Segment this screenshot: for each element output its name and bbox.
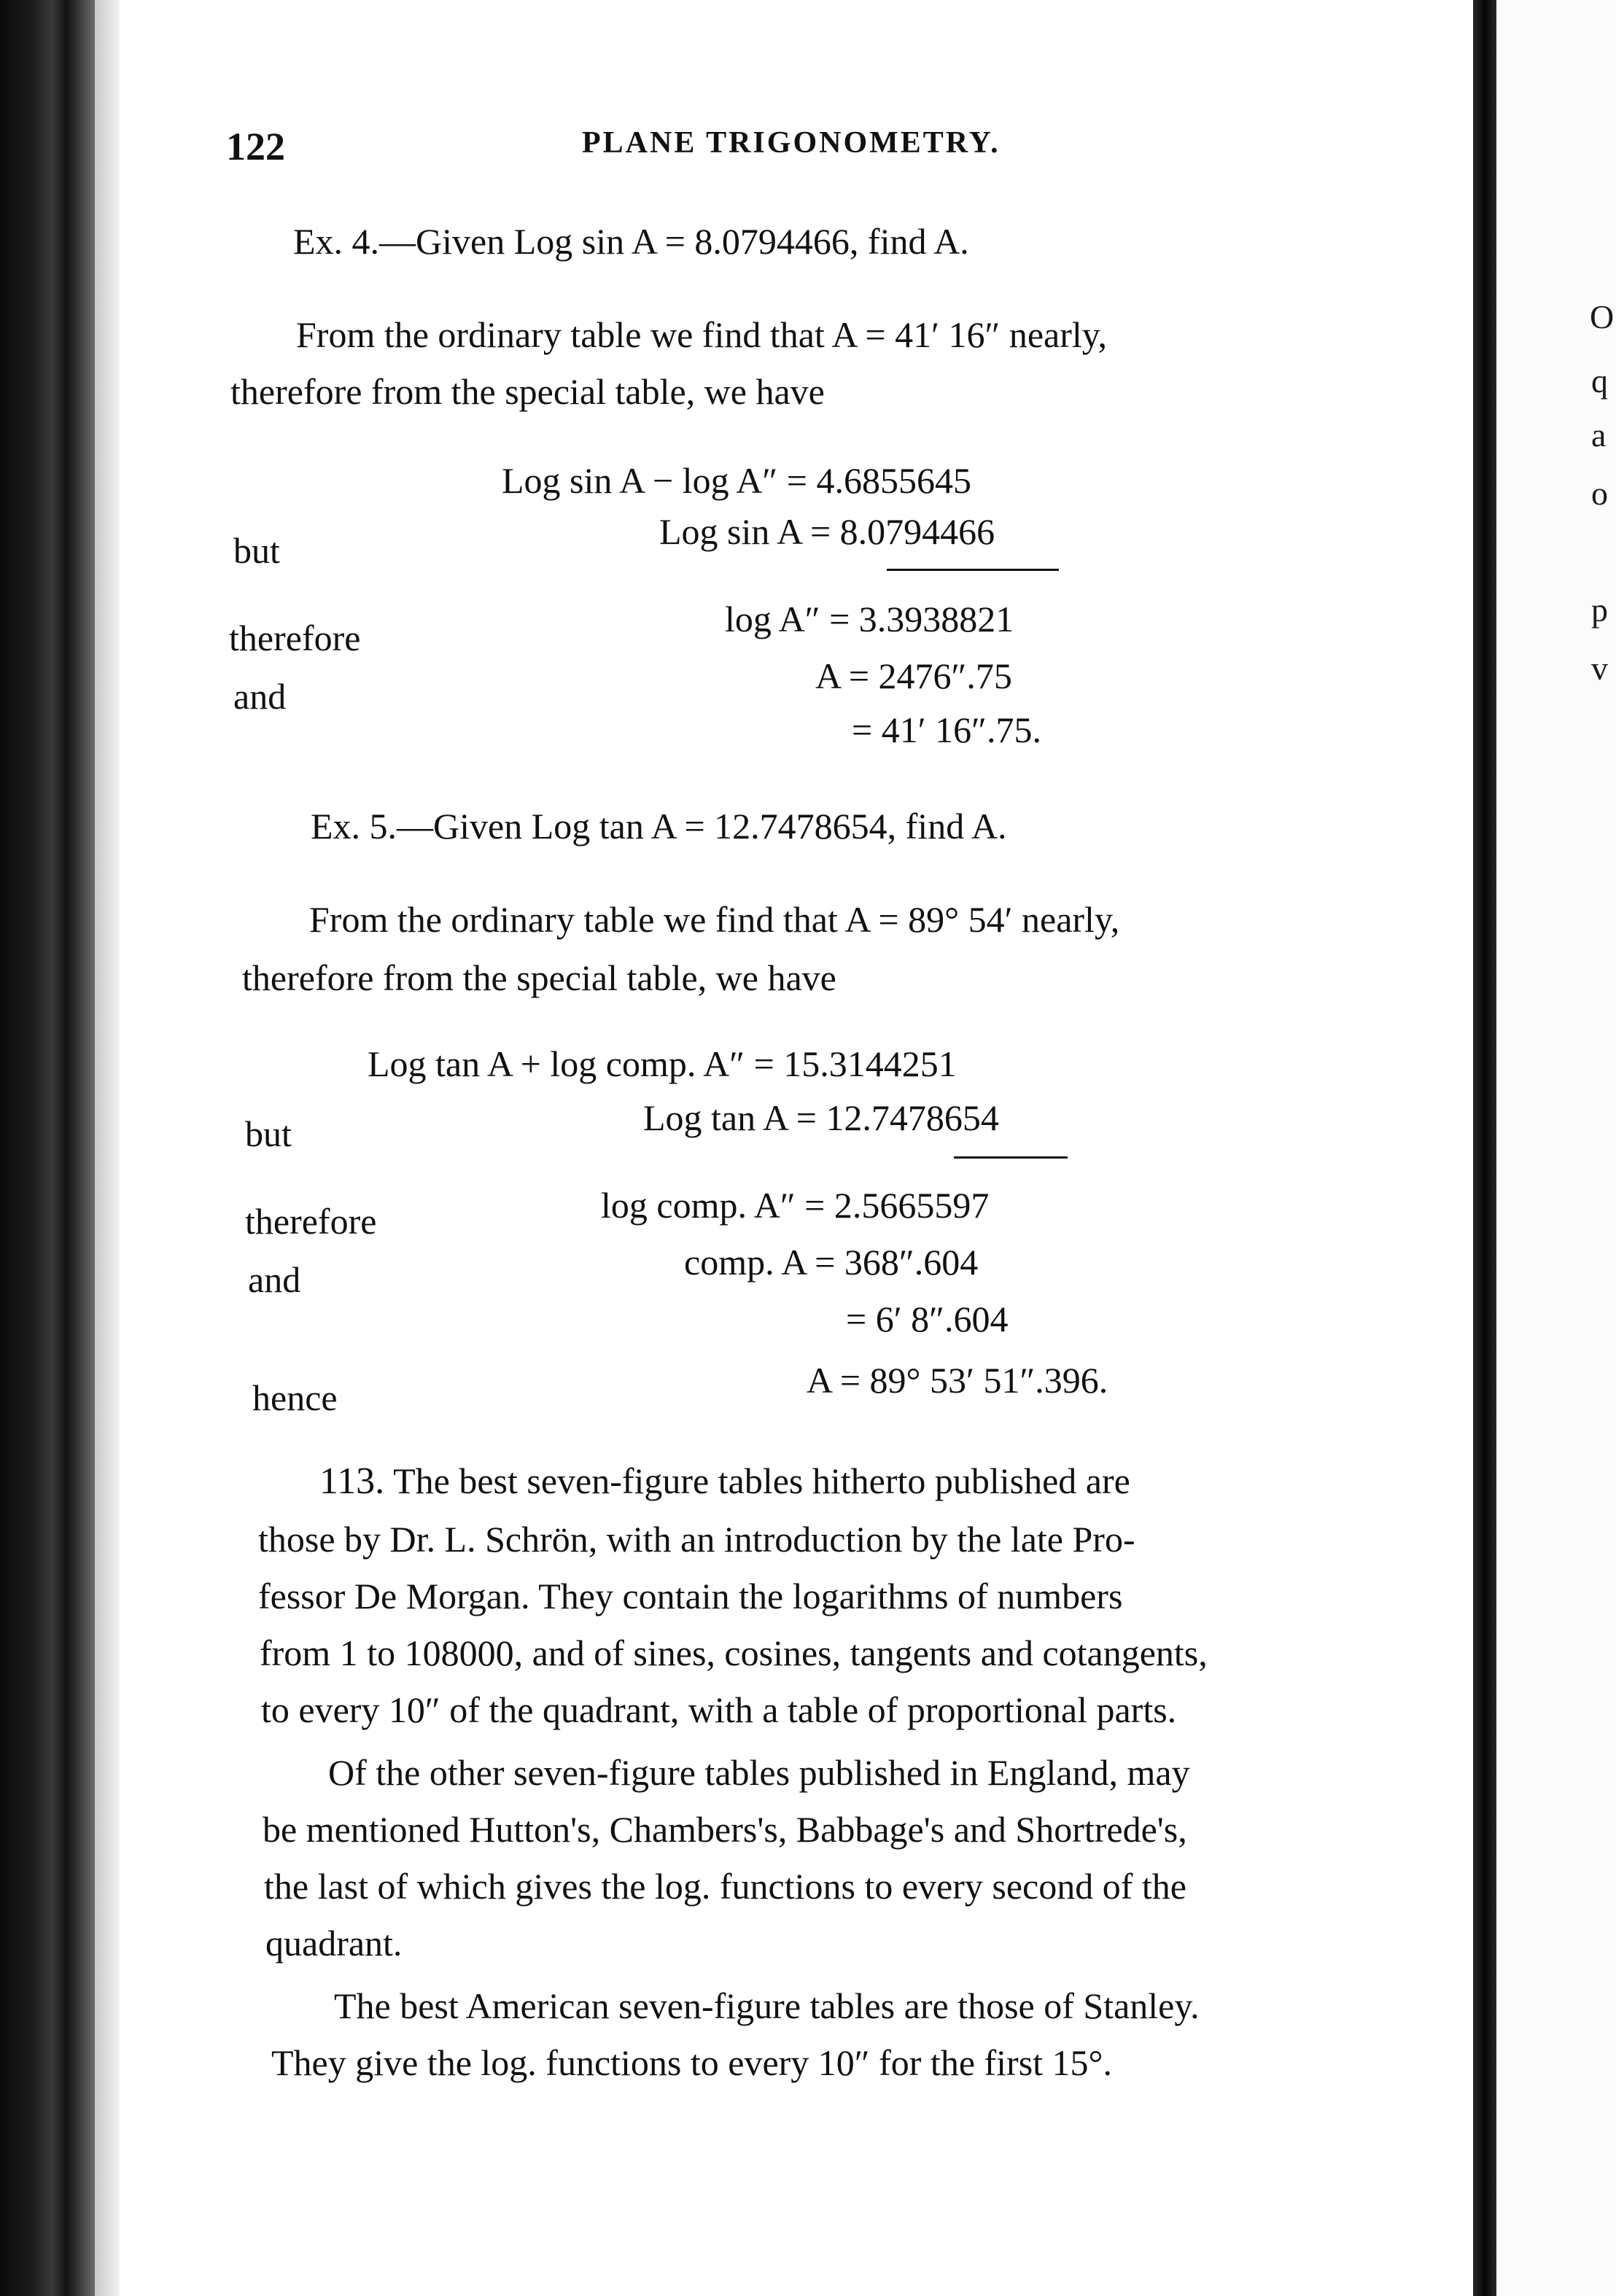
- ex4-eq2: Log sin A = 8.0794466: [659, 511, 995, 552]
- ex4-sum-rule: [887, 569, 1059, 571]
- ex4-label-but: but: [233, 530, 280, 571]
- ex4-label-and: and: [233, 676, 287, 717]
- ex5-eq6: A = 89° 53′ 51″.396.: [807, 1360, 1108, 1401]
- ex4-line2: therefore from the special table, we have: [230, 371, 825, 412]
- para3-line: They give the log. functions to every 10″ for the first 15°.: [271, 2042, 1113, 2083]
- ex4-eq5: = 41′ 16″.75.: [852, 709, 1041, 750]
- para1-line: those by Dr. L. Schrön, with an introduction by the late Pro-: [258, 1519, 1135, 1560]
- ex5-label-hence: hence: [252, 1377, 338, 1418]
- book-page: [120, 0, 1473, 2296]
- ex5-heading: Ex. 5.—Given Log tan A = 12.7478654, find A.: [311, 806, 1007, 847]
- para2-line: Of the other seven-figure tables published in England, may: [328, 1752, 1190, 1793]
- para1-line: fessor De Morgan. They contain the logarithms of numbers: [258, 1576, 1123, 1616]
- section-number: 113.: [319, 1460, 385, 1502]
- ex4-eq1: Log sin A − log A″ = 4.6855645: [502, 460, 971, 501]
- para3-line: The best American seven-figure tables are those of Stanley.: [334, 1985, 1200, 2026]
- para2-line: be mentioned Hutton's, Chambers's, Babbage's and Shortrede's,: [263, 1809, 1187, 1850]
- ex5-eq1: Log tan A + log comp. A″ = 15.3144251: [368, 1043, 957, 1084]
- ex5-eq5: = 6′ 8″.604: [846, 1299, 1009, 1339]
- section-113-line-1: [319, 1460, 1130, 1503]
- adjacent-fragment: a: [1591, 416, 1607, 454]
- ex5-label-therefore: therefore: [245, 1201, 377, 1242]
- ex5-eq2: Log tan A = 12.7478654: [643, 1097, 999, 1138]
- ex5-label-but: but: [245, 1113, 292, 1154]
- para1-line: The best seven-figure tables hitherto published are: [393, 1460, 1130, 1501]
- running-title: PLANE TRIGONOMETRY.: [582, 126, 1001, 160]
- right-binding-gutter: [1473, 0, 1496, 2296]
- adjacent-page-strip: [1496, 0, 1616, 2296]
- ex4-line1: From the ordinary table we find that A = 41′ 16″ nearly,: [296, 314, 1108, 355]
- adjacent-fragment: O: [1590, 298, 1615, 335]
- para1-line: from 1 to 108000, and of sines, cosines, tangents and cotangents,: [260, 1633, 1208, 1673]
- book-spine-shadow: [0, 0, 95, 2296]
- para2-line: the last of which gives the log. functions to every second of the: [264, 1866, 1186, 1907]
- ex5-eq4: comp. A = 368″.604: [684, 1242, 979, 1283]
- adjacent-fragment: q: [1591, 362, 1608, 400]
- ex5-label-and: and: [248, 1259, 301, 1300]
- ex5-eq3: log comp. A″ = 2.5665597: [601, 1185, 990, 1226]
- page-inner-margin: [95, 0, 120, 2296]
- ex5-line1: From the ordinary table we find that A = 89° 54′ nearly,: [309, 899, 1120, 940]
- ex5-line2: therefore from the special table, we have: [242, 957, 836, 998]
- adjacent-fragment: p: [1591, 591, 1608, 629]
- ex4-eq3: log A″ = 3.3938821: [725, 599, 1014, 639]
- adjacent-fragment: o: [1591, 475, 1608, 512]
- para2-line: quadrant.: [265, 1923, 403, 1964]
- para1-line: to every 10″ of the quadrant, with a table of proportional parts.: [261, 1689, 1177, 1730]
- page-number: 122: [226, 125, 285, 168]
- ex4-label-therefore: therefore: [229, 618, 361, 658]
- ex4-eq4: A = 2476″.75: [815, 655, 1012, 696]
- ex5-sum-rule: [954, 1156, 1068, 1159]
- adjacent-fragment: v: [1591, 650, 1608, 687]
- ex4-heading: Ex. 4.—Given Log sin A = 8.0794466, find A.: [293, 221, 969, 262]
